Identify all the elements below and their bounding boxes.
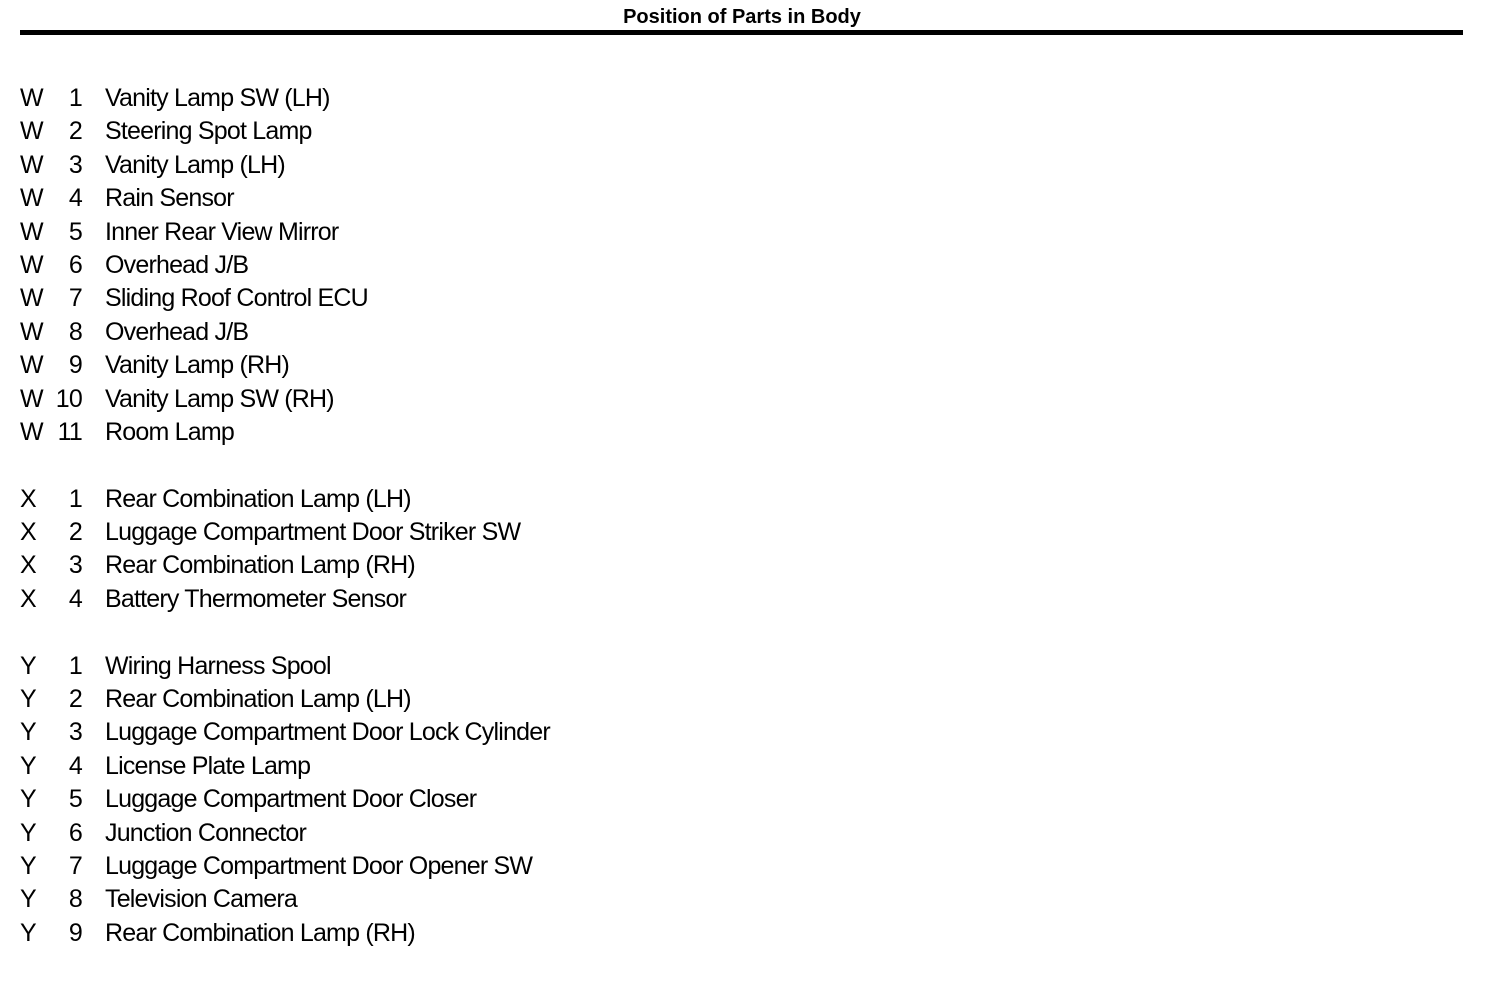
part-row	[20, 149, 1020, 182]
part-row	[20, 549, 1020, 582]
part-code: Y	[20, 651, 36, 680]
part-code: X	[20, 584, 36, 613]
part-number: 3	[68, 551, 82, 580]
part-row	[20, 583, 1020, 616]
part-code: Y	[20, 785, 36, 814]
part-code: W	[20, 217, 43, 246]
part-row	[20, 516, 1020, 549]
part-number: 6	[68, 250, 82, 279]
part-number: 8	[68, 317, 82, 346]
part-name: Battery Thermometer Sensor	[105, 584, 407, 613]
part-name: Sliding Roof Control ECU	[105, 284, 368, 313]
part-code: W	[20, 117, 43, 146]
part-number: 10	[55, 384, 82, 413]
part-row	[20, 817, 1020, 850]
part-name: License Plate Lamp	[105, 751, 311, 780]
part-row	[20, 883, 1020, 916]
part-row	[20, 316, 1020, 349]
part-number: 7	[68, 284, 82, 313]
part-row	[20, 750, 1020, 783]
parts-group-y	[20, 650, 1020, 951]
part-name: Rear Combination Lamp (RH)	[105, 918, 415, 947]
part-name: Rear Combination Lamp (LH)	[105, 484, 411, 513]
part-row	[20, 282, 1020, 315]
part-code: W	[20, 284, 43, 313]
part-code: W	[20, 351, 43, 380]
part-code: W	[20, 384, 43, 413]
parts-group-x	[20, 483, 1020, 617]
part-name: Wiring Harness Spool	[105, 651, 331, 680]
part-code: X	[20, 518, 36, 547]
part-row	[20, 783, 1020, 816]
part-number: 1	[68, 84, 82, 112]
part-name: Vanity Lamp (LH)	[105, 150, 285, 179]
part-name: Vanity Lamp SW (RH)	[105, 384, 334, 413]
part-number: 11	[57, 417, 82, 446]
part-row	[20, 182, 1020, 215]
part-code: Y	[20, 918, 36, 947]
part-number: 5	[68, 217, 82, 246]
part-number: 4	[68, 584, 82, 613]
part-row	[20, 716, 1020, 749]
part-code: X	[20, 484, 36, 513]
part-name: Rear Combination Lamp (RH)	[105, 551, 415, 580]
part-name: Luggage Compartment Door Lock Cylinder	[105, 718, 550, 747]
part-row	[20, 416, 1020, 449]
part-code: Y	[20, 685, 36, 714]
part-code: Y	[20, 718, 36, 747]
page-title: Position of Parts in Body	[623, 6, 861, 28]
part-name: Room Lamp	[105, 417, 234, 446]
part-code: W	[20, 184, 43, 213]
part-number: 1	[68, 651, 82, 680]
part-row	[20, 216, 1020, 249]
part-row	[20, 850, 1020, 883]
part-name: Television Camera	[105, 885, 298, 914]
part-number: 3	[68, 718, 82, 747]
part-row	[20, 249, 1020, 282]
part-row	[20, 383, 1020, 416]
part-number: 1	[68, 484, 82, 513]
part-row	[20, 82, 1020, 115]
part-row	[20, 650, 1020, 683]
part-number: 3	[68, 150, 82, 179]
part-name: Luggage Compartment Door Closer	[105, 785, 477, 814]
title-rule	[20, 30, 1463, 35]
part-number: 7	[68, 851, 82, 880]
part-row	[20, 115, 1020, 148]
part-code: W	[20, 417, 43, 446]
part-row	[20, 917, 1020, 950]
part-code: W	[20, 250, 43, 279]
part-code: Y	[20, 885, 36, 914]
part-name: Rain Sensor	[105, 184, 234, 213]
part-row	[20, 349, 1020, 382]
part-row	[20, 683, 1020, 716]
part-row	[20, 483, 1020, 516]
part-code: Y	[20, 818, 36, 847]
part-code: W	[20, 317, 43, 346]
part-name: Luggage Compartment Door Opener SW	[105, 851, 533, 880]
part-code: Y	[20, 851, 36, 880]
parts-list	[20, 82, 1020, 984]
part-number: 6	[68, 818, 82, 847]
part-code: W	[20, 150, 43, 179]
part-name: Luggage Compartment Door Striker SW	[105, 518, 521, 547]
part-name: Junction Connector	[105, 818, 307, 847]
part-number: 2	[68, 685, 82, 714]
part-name: Inner Rear View Mirror	[105, 217, 339, 246]
part-number: 9	[68, 351, 82, 380]
part-name: Vanity Lamp (RH)	[105, 351, 290, 380]
part-name: Overhead J/B	[105, 317, 249, 346]
part-number: 9	[68, 918, 82, 947]
part-number: 5	[68, 785, 82, 814]
part-number: 2	[68, 117, 82, 146]
part-code: W	[20, 84, 43, 112]
part-number: 2	[68, 518, 82, 547]
parts-group-w	[20, 82, 1020, 449]
part-name: Overhead J/B	[105, 250, 249, 279]
part-code: Y	[20, 751, 36, 780]
part-number: 4	[68, 184, 82, 213]
part-name: Vanity Lamp SW (LH)	[105, 84, 330, 112]
part-code: X	[20, 551, 36, 580]
part-number: 4	[68, 751, 82, 780]
part-number: 8	[68, 885, 82, 914]
part-name: Steering Spot Lamp	[105, 117, 312, 146]
part-name: Rear Combination Lamp (LH)	[105, 685, 411, 714]
